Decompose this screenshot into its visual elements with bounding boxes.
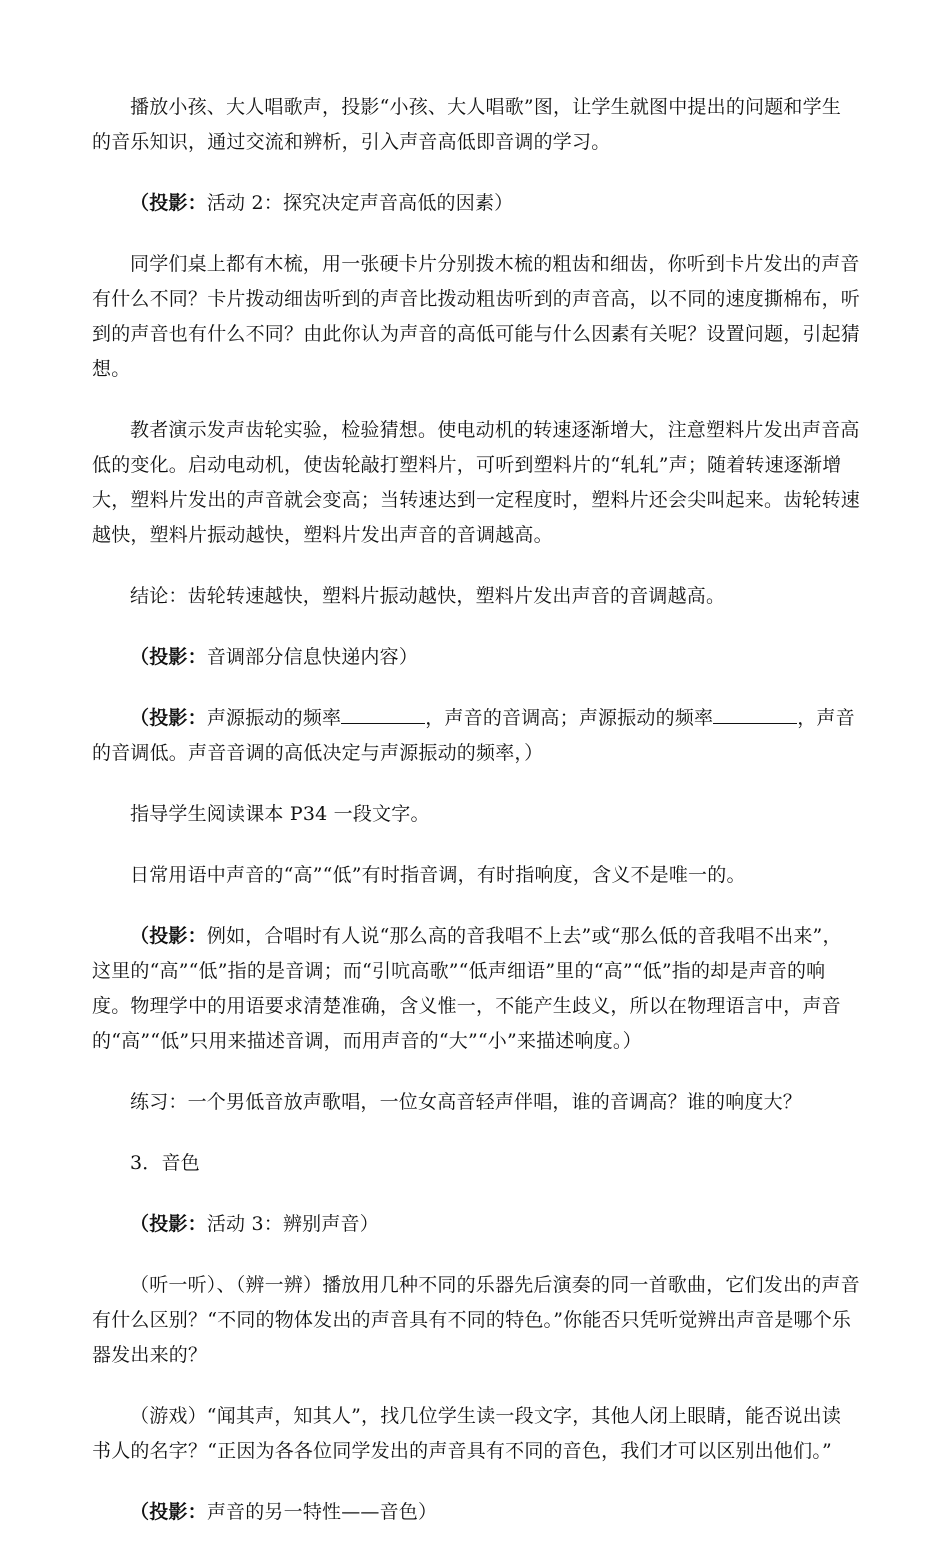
projection-prefix: （投影： — [130, 1501, 207, 1523]
paragraph-activity-3 — [92, 1207, 860, 1242]
paragraph-comb-experiment — [92, 247, 860, 387]
document-page — [92, 90, 860, 1556]
paragraph-conclusion — [92, 579, 860, 614]
paragraph-intro-singing — [92, 90, 860, 160]
paragraph-text: 日常用语中声音的“高”“低”有时指音调，有时指响度，含义不是唯一的。 — [130, 864, 746, 886]
projection-prefix: （投影： — [130, 1213, 207, 1235]
fill-in-blank — [713, 705, 797, 724]
paragraph-timbre-projection — [92, 1495, 860, 1530]
paragraph-text: ，声音的音调低。声音音调的高低决定与声源振动的频率，） — [92, 707, 855, 764]
paragraph-choir-example — [92, 919, 860, 1059]
paragraph-instruments — [92, 1268, 860, 1373]
paragraph-text: 音调部分信息快递内容） — [206, 646, 419, 668]
paragraph-read-textbook — [92, 797, 860, 832]
paragraph-text: （听一听）、（辨一辨）播放用几种不同的乐器先后演奏的同一首歌曲，它们发出的声音有什么区别？“不同的物体发出的声音具有不同的特色。”你能否只凭听觉辨出声音是哪个乐器发出来的？ — [92, 1274, 860, 1366]
paragraph-text: 例如，合唱时有人说“那么高的音我唱不上去”或“那么低的音我唱不出来”，这里的“高”“低”指的是音调；而“引吭高歌”“低声细语”里的“高”“低”指的却是声音的响度。物理学中的用语要求清楚准确，含义惟一，不能产生歧义，所以在物理语言中，声音的“高”“低”只用来描述音调，而用声音的“大”“小”来描述响度。） — [92, 925, 842, 1052]
projection-prefix: （投影： — [130, 646, 207, 668]
section-heading-text: 3．音色 — [130, 1152, 200, 1174]
paragraph-text: ，声音的音调高；声源振动的频率 — [425, 707, 714, 729]
paragraph-text: 声源振动的频率 — [206, 707, 342, 729]
paragraph-text: 练习：一个男低音放声歌唱，一位女高音轻声伴唱，谁的音调高？谁的响度大？ — [130, 1091, 803, 1113]
paragraph-text: （游戏）“闻其声，知其人”，找几位学生读一段文字，其他人闭上眼睛，能否说出读书人的名字？“正因为各各位同学发出的声音具有不同的音色，我们才可以区别出他们。” — [92, 1405, 842, 1462]
projection-prefix: （投影： — [130, 925, 207, 947]
paragraph-exercise — [92, 1085, 860, 1120]
paragraph-text: 指导学生阅读课本 P34 一段文字。 — [130, 803, 430, 825]
projection-prefix: （投影： — [130, 707, 207, 729]
fill-in-blank — [341, 705, 425, 724]
paragraph-activity-2 — [92, 186, 860, 221]
paragraph-text: 播放小孩、大人唱歌声，投影“小孩、大人唱歌”图，让学生就图中提出的问题和学生的音乐知识，通过交流和辨析，引入声音高低即音调的学习。 — [92, 96, 842, 153]
paragraph-text: 活动 3：辨别声音） — [206, 1213, 379, 1235]
paragraph-frequency-fill-in — [92, 701, 860, 771]
paragraph-pitch-info — [92, 640, 860, 675]
paragraph-text: 声音的另一特性——音色） — [206, 1501, 438, 1523]
paragraph-text: 同学们桌上都有木梳，用一张硬卡片分别拨木梳的粗齿和细齿，你听到卡片发出的声音有什么不同？卡片拨动细齿听到的声音比拨动粗齿听到的声音高，以不同的速度撕棉布，听到的声音也有什么不同？由此你认为声音的高低可能与什么因素有关呢？设置问题，引起猜想。 — [92, 253, 861, 380]
paragraph-gear-demo — [92, 413, 860, 553]
projection-prefix: （投影： — [130, 192, 207, 214]
paragraph-daily-language — [92, 858, 860, 893]
paragraph-text: 教者演示发声齿轮实验，检验猜想。使电动机的转速逐渐增大，注意塑料片发出声音高低的变化。启动电动机，使齿轮敲打塑料片，可听到塑料片的“轧轧”声；随着转速逐渐增大，塑料片发出的声音就会变高；当转速达到一定程度时，塑料片还会尖叫起来。齿轮转速越快，塑料片振动越快，塑料片发出声音的音调越高。 — [92, 419, 861, 546]
paragraph-game — [92, 1399, 860, 1469]
paragraph-text: 结论：齿轮转速越快，塑料片振动越快，塑料片发出声音的音调越高。 — [130, 585, 726, 607]
section-heading-timbre — [92, 1146, 860, 1181]
paragraph-text: 活动 2：探究决定声音高低的因素） — [206, 192, 514, 214]
